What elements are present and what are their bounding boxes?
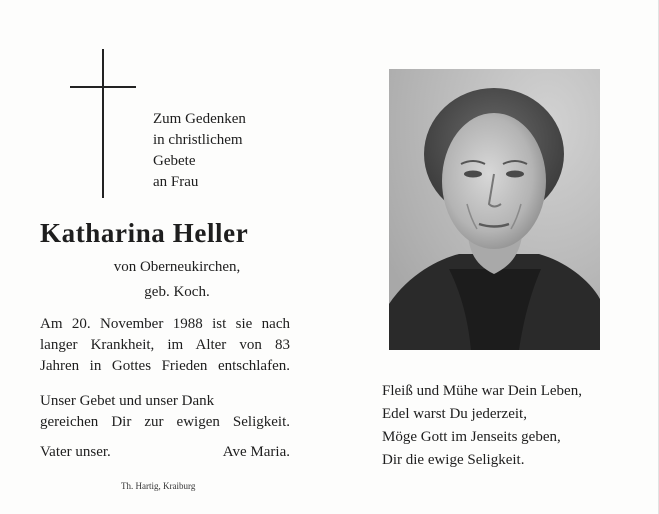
thanks-line: Unser Gebet und unser Dank (40, 393, 215, 409)
dedication-line: Gebete (153, 153, 196, 169)
dedication-text (153, 109, 246, 193)
notice-line: Am 20. November 1988 ist sie nach (40, 316, 290, 332)
poem (382, 380, 582, 472)
cross-icon-bar (70, 86, 136, 88)
thanks-line: gereichen Dir zur ewigen Seligkeit. (40, 414, 290, 430)
deceased-name: Katharina Heller (40, 218, 249, 248)
notice-line: langer Krankheit, im Alter von 83 (40, 337, 290, 353)
poem-line: Edel warst Du jederzeit, (382, 406, 527, 422)
deceased-origin (87, 255, 267, 305)
notice-line: Jahren in Gottes Frieden entschlafen. (40, 358, 290, 374)
birth-name: geb. Koch. (144, 284, 210, 300)
prayer-our-father: Vater unser. (40, 444, 111, 460)
dedication-line: in christlichem (153, 132, 243, 148)
poem-line: Möge Gott im Jenseits geben, (382, 429, 561, 445)
prayer-hail-mary: Ave Maria. (222, 444, 290, 460)
cross-icon (102, 49, 104, 198)
poem-line: Dir die ewige Seligkeit. (382, 452, 525, 468)
dedication-line: Zum Gedenken (153, 111, 246, 127)
portrait-image (389, 69, 600, 350)
origin-place: von Oberneukirchen, (113, 259, 241, 275)
death-notice (40, 314, 290, 377)
printer-credit: Th. Hartig, Kraiburg (121, 481, 196, 491)
dedication-line: an Frau (153, 174, 199, 190)
poem-line: Fleiß und Mühe war Dein Leben, (382, 383, 582, 399)
portrait-photo (389, 69, 600, 350)
thanks-text (40, 391, 290, 433)
